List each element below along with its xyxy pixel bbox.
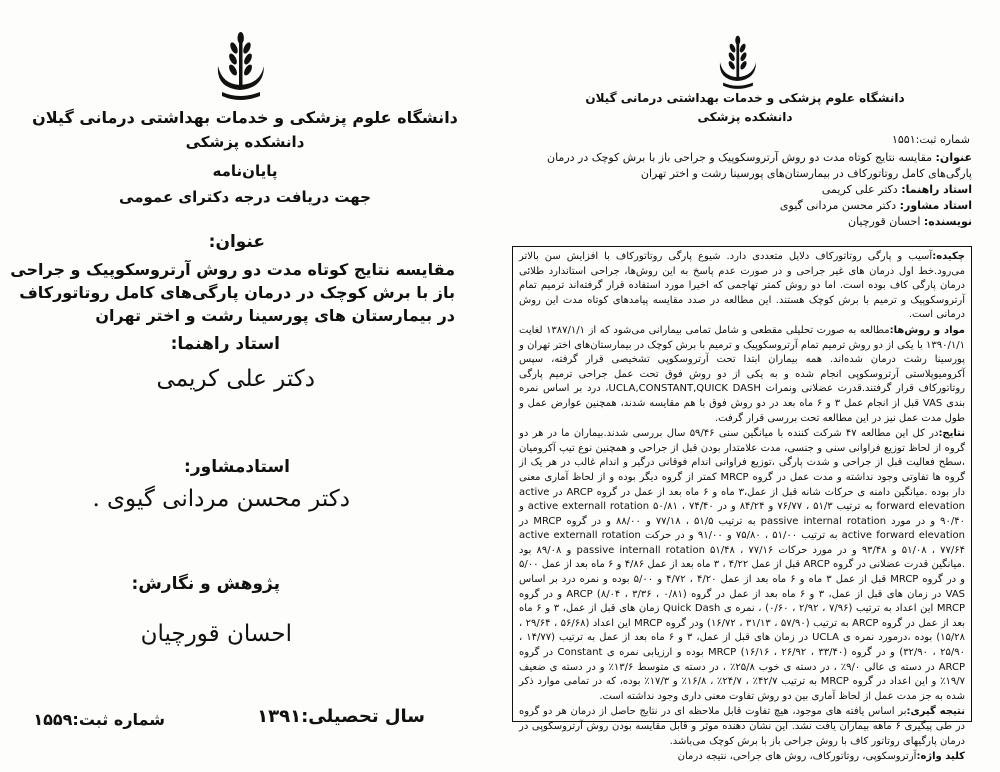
registration-number: شماره ثبت:۱۵۵۹	[33, 710, 165, 729]
university-logo-icon	[212, 30, 270, 104]
academic-year: سال تحصیلی:۱۳۹۱	[257, 706, 425, 727]
consultant-name: دکتر محسن مردانی گیوی .	[92, 486, 350, 512]
keywords-text: آرتروسکوپی، روتاتورکاف، روش های جراحی، نتیجه درمان	[677, 751, 917, 763]
university-name: دانشگاه علوم پزشکی و خدمات بهداشتی درمانی گیلان	[32, 108, 458, 127]
advisor-label: استاد راهنما:	[170, 334, 280, 354]
consultant-label: استاد مشاور:	[899, 199, 972, 212]
results-text: در کل این مطالعه ۴۷ شرکت کننده با میانگین سنی ۵۹/۴۶ سال بررسی شدند.بیماران ما در هر دو گروه از لحاظ توزیع فراوانی سنی و جنسی، مدت علامتدار بودن قبل از جراحی و همچنین نوع تیپ آکرومیان ،سطح فعالیت قبل از جراحی و شدت پارگی ،توزیع فراوانی اندام فوقانی درگیر و اندام غالب در هر یک از گروه ها تفاوتی وجود نداشته و مدت عمل در گروه MRCP کمتر از گروه دیگر بوده و از لحاظ آماری معنی دار بوده .میانگین دامنه ی حرکات شانه قبل از عمل،۳ ماه و ۶ ماه بعد از عمل در گروه ARCP در active forward elevation به ترتیب ۵۱/۳ ، ۷۶/۷۷ و ۸۴/۲۴ و در active externall rotation ۵۰/۸۱ ، ۷۴/۴۰ و ۹۰/۴۰ و در مورد passive internal rotation به ترتیب ۵۱/۵ ، ۷۷/۱۸ و ۸۸/۰۰ و در گروه MRCP در active forward elevation به ترتیب ۵۱/۰۰ ، ۷۵/۸۰ و ۹۱/۰۰ و در حرکت active externall rotation ۵۱/۰۸ ، ۷۷/۶۴ و ۹۳/۴۸ و در مورد حرکات passive internall rotation ۵۱/۴۸ ، ۷۷/۱۶ و ۸۹/۰۸ بود .میانگین قدرت عضلانی در گروه ARCP قبل از عمل ۴/۲۲ ، ۳ ماه بعد از عمل ۴/۸۶ و ۶ ماه بعد از عمل ۵/۰۰ و در گروه MRCP قبل از عمل ۳ ماه و ۶ ماه بعد از عمل ۴/۲۰ ، ۴/۷۲ و ۵/۰۰ بوده و نمره درد بر اساس VAS در زمان های قبل از عمل، ۳ و ۶ ماه بعد از عمل در گروه ARCP (۸/۰۴ ، ۳/۳۶ ، ۰/۸۱) و در گروه MRCP این اعداد به ترتیب (۷/۹۶ ، ۲/۹۲ ، ۰/۶۰) ، نمره ی Quick Dash زمان های قبل از عمل، ۳ و ۶ ماه بعد از عمل در گروه ARCP به ترتیب (۵۷/۹۰ ، ۳۱/۱۳ ، ۱۶/۷۲) ودر گروه MRCP این اعداد (۵۶/۶۸ ، ۲۹/۶۴ ، ۱۵/۲۸) بوده ،درمورد نمره ی UCLA در زمان های قبل از عمل، ۳ و ۶ ماه بعد از عمل به ترتیب (۱۴/۷۷ ، ۲۵/۹۰ ، ۳۲/۹۰) و در گروه MRCP (۱۶/۱۶ ، ۲۶/۹۲ ، ۳۳/۴۰) بوده و ارزیابی نمره ی Constant در گروه ARCP در دسته ی عالی ۹/۰٪ ، در دسته ی خوب ۲۵/۸٪ ، در دسته ی متوسط ۱۳/۶٪ و در دسته ی ضعیف ۱۹/۷٪ و این اعداد در گروه MRCP به ترتیب ۴۲/۷٪ ، ۲۴/۷٪ ، ۱۶/۸٪ و ۱۷/۳٪ بوده، که در تمامی موارد ذکر شده به جز مدت عمل از لحاظ آماری بین دو روش تفاوت معنی داری وجود نداشته است.	[519, 428, 966, 702]
abstract-conclusion	[519, 705, 965, 749]
author-row	[512, 214, 972, 230]
title-label: عنوان:	[935, 151, 972, 164]
registration-number: شماره ثبت:۱۵۵۱	[891, 133, 970, 146]
faculty-name: دانشکده پزشکی	[697, 110, 793, 124]
title-label: عنوان:	[208, 232, 265, 252]
advisor-name: دکتر علی کریمی	[156, 366, 315, 392]
title-page	[0, 0, 490, 772]
abstract-page	[490, 0, 1000, 772]
advisor-label: استاد راهنما:	[901, 183, 972, 196]
thesis-heading: پایان‌نامه	[212, 162, 278, 180]
researcher-label: پژوهش و نگارش:	[131, 574, 280, 594]
conclusion-label: نتیجه گیری:	[906, 706, 965, 718]
researcher-name: احسان قورچیان	[140, 621, 292, 647]
thesis-title: مقایسه نتایج کوتاه مدت دو روش آرتروسکوپیک و جراحی باز با برش کوچک در درمان پارگی‌های کامل روتاتورکاف در بیمارستان‌های پورسینا رشت و اختر تهران	[547, 151, 972, 180]
conclusion-text: بر اساس یافته های موجود، هیچ تفاوت قابل ملاحظه ای در نتایج حاصل از درمان هر دو گروه در طی پیگیری ۶ ماهه بیماران یافت نشد. این نشان دهنده موثر و قابل مقایسه بودن روش آرتروسکوپی در درمان پارگیهای روتاتور کاف با روش جراحی باز با برش کوچک می‌باشد.	[519, 706, 965, 747]
consultant-row	[512, 198, 972, 214]
university-name: دانشگاه علوم پزشکی و خدمات بهداشتی درمانی گیلان	[585, 91, 905, 105]
university-logo-icon	[715, 34, 761, 92]
methods-label: مواد و روش‌ها:	[889, 324, 965, 336]
degree-heading: جهت دریافت درجه دکترای عمومی	[119, 188, 371, 206]
author-label: نویسنده:	[923, 215, 972, 228]
background-label: چکیده:	[932, 251, 965, 262]
background-text: آسیب و پارگی روتاتورکاف دلایل متعددی دارد. شیوع پارگی روتاتورکاف با افزایش سن بالاتر می‌رود.خط اول درمان های غیر جراحی و در صورت عدم پاسخ به این روش‌ها، جراحی استاندارد طلائی درمان پارگی کاف بوده است. اما دو روش کمتر تهاجمی که اخیرا مورد استفاده قرار گرفته‌اند ترمیم تمام آرتروسکوپیک و ترمیم با برش کوچک هستند. این مطالعه در صدد مقایسه پیامدهای کوتاه مدت این روش درمانی است.	[519, 251, 965, 321]
abstract-results	[519, 427, 965, 704]
title-row	[512, 150, 972, 182]
results-label: نتایج:	[938, 428, 965, 440]
author-name: احسان قورچیان	[848, 215, 921, 228]
keywords-label: کلید واژه:	[916, 751, 965, 763]
abstract-background	[519, 250, 965, 323]
thesis-title: مقایسه نتایج کوتاه مدت دو روش آرتروسکوپیک و جراحی باز با برش کوچک در درمان پارگی‌های کامل روتاتورکاف در بیمارستان های پورسینا رشت و اختر تهران	[10, 260, 455, 325]
faculty-name: دانشکده پزشکی	[185, 133, 305, 151]
thesis-info	[512, 150, 972, 230]
consultant-label: استادمشاور:	[184, 457, 290, 477]
abstract-box	[512, 246, 972, 763]
methods-text: مطالعه به صورت تحلیلی مقطعی و شامل تمامی بیمارانی می‌شود که از ۱۳۸۷/۱/۱ لغایت ۱۳۹۰/۱/۱ با یکی از دو روش ترمیم تمام آرتروسکوپیک و ترمیم با برش کوچک در بیمارستان‌های اختر تهران و پورسینا رشت درمان شده‌اند. همه بیماران ابتدا تحت آرتروسکوپی تشخیصی قرار گرفته، سپس آکرومیوپلاستی آرتروسکوپی انجام شده و به یکی از دو روش فوق تحت عمل جراحی ترمیم پارگی روتاتورکاف قرار گرفتند.قدرت عضلانی ونمرات UCLA,CONSTANT,QUICK DASH، درد بر اساس نمره بندی VAS قبل از انجام عمل ۳ و ۶ ماه بعد در دو روش فوق با هم مقایسه شدند، همچنین عوارض عمل و طول مدت عمل نیز در این مطالعه تحت بررسی قرار گرفت.	[519, 324, 966, 424]
consultant-name: دکتر محسن مردانی گیوی	[779, 199, 897, 212]
advisor-row	[512, 182, 972, 198]
abstract-methods	[519, 324, 965, 426]
abstract-keywords	[519, 750, 965, 765]
advisor-name: دکتر علی کریمی	[821, 183, 898, 196]
